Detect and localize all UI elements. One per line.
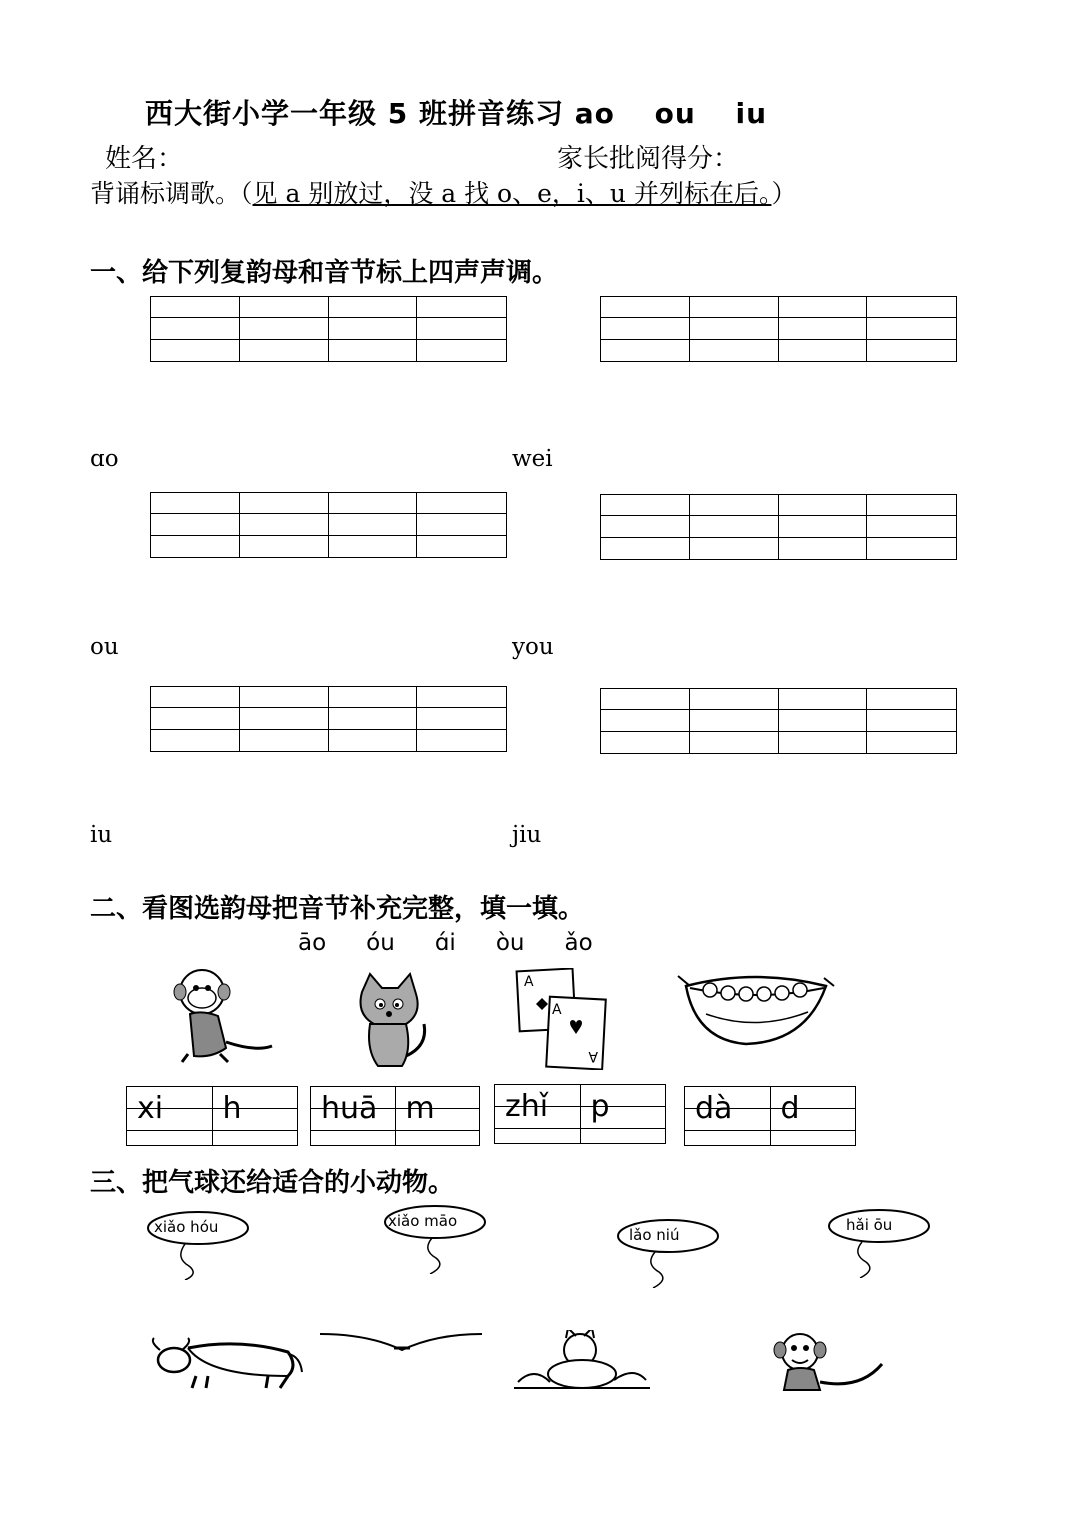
cat-image-small[interactable] (514, 1330, 650, 1390)
balloon-hai-ou[interactable] (826, 1208, 936, 1278)
svg-text:A: A (552, 1002, 562, 1018)
option: ɑ́i (434, 930, 456, 956)
parent-score-label: 家长批阅得分： (557, 144, 740, 174)
fill-box-cat[interactable] (310, 1086, 480, 1146)
pea-pod-image (676, 966, 836, 1050)
section2-title: 二、看图选韵母把音节补充完整，填一填。 (90, 894, 585, 924)
section1-title: 一、给下列复韵母和音节标上四声声调。 (90, 258, 559, 288)
svg-text:A: A (588, 1048, 598, 1064)
name-label: 姓名： (105, 144, 184, 174)
option: ǎo (564, 930, 593, 956)
writing-grid[interactable] (150, 492, 507, 558)
balloon-label: xiǎo hóu (154, 1218, 219, 1236)
syllable-initial: xi (137, 1091, 164, 1126)
instruction: 背诵标调歌。（见 a 别放过，没 a 找 o、e，i、u 并列标在后。） (90, 179, 797, 208)
syllable-label: you (512, 634, 554, 660)
cat-image (340, 970, 440, 1070)
writing-grid[interactable] (600, 296, 957, 362)
writing-grid[interactable] (150, 686, 507, 752)
svg-text:A: A (524, 974, 534, 990)
monkey-image-small[interactable] (770, 1330, 886, 1392)
syllable-initial: h (222, 1091, 242, 1126)
ox-image[interactable] (148, 1336, 304, 1390)
syllable-initial: dà (695, 1091, 733, 1126)
syllable-initial: huā (321, 1091, 378, 1126)
syllable-label: wei (512, 446, 553, 472)
fill-box-peas[interactable] (684, 1086, 856, 1146)
fill-box-cards[interactable] (494, 1084, 666, 1144)
syllable-initial: p (590, 1089, 610, 1124)
instruction-rule: 见 a 别放过，没 a 找 o、e，i、u 并列标在后。 (252, 179, 772, 208)
syllable-label: iu (90, 822, 113, 848)
page-title: 西大街小学一年级 5 班拼音练习 ao ou iu (145, 97, 768, 130)
balloon-label: lǎo niú (629, 1226, 680, 1244)
final-options (298, 930, 593, 956)
writing-grid[interactable] (150, 296, 507, 362)
option: āo (298, 930, 327, 956)
writing-grid[interactable] (600, 688, 957, 754)
balloon-xiao-hou[interactable] (145, 1210, 255, 1280)
writing-grid[interactable] (600, 494, 957, 560)
syllable-label: jiu (512, 822, 542, 848)
balloon-label: xiǎo māo (388, 1212, 458, 1230)
balloon-label: hǎi ōu (846, 1216, 893, 1234)
fill-box-monkey[interactable] (126, 1086, 298, 1146)
syllable-initial: m (405, 1091, 435, 1126)
playing-cards-image (514, 968, 614, 1070)
option: óu (366, 930, 395, 956)
syllable-initial: zhǐ (505, 1089, 549, 1124)
section3-title: 三、把气球还给适合的小动物。 (90, 1168, 455, 1198)
balloon-xiao-mao[interactable] (382, 1204, 492, 1274)
balloon-lao-niu[interactable] (615, 1218, 725, 1288)
syllable-label: ou (90, 634, 119, 660)
syllable-label: ɑo (90, 446, 119, 472)
syllable-initial: d (780, 1091, 800, 1126)
seagull-image[interactable] (318, 1330, 484, 1358)
option: òu (495, 930, 525, 956)
monkey-image (160, 962, 280, 1066)
